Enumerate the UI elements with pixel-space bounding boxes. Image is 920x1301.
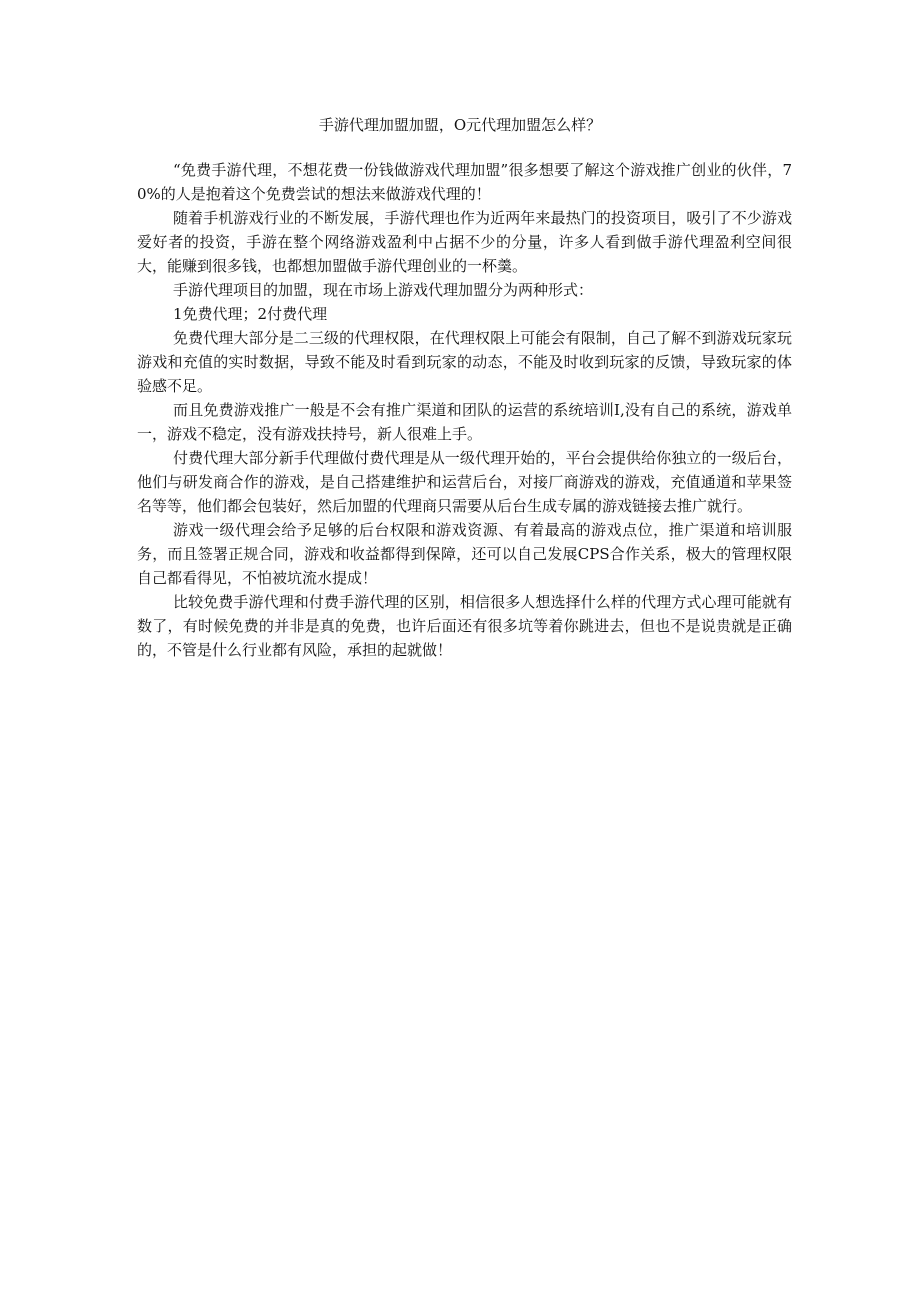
- document-title: 手游代理加盟加盟，O元代理加盟怎么样？: [318, 116, 602, 134]
- paragraph-conclusion: 比较免费手游代理和付费手游代理的区别，相信很多人想选择什么样的代理方式心理可能就有数了，有时候免费的并非是真的免费，也许后面还有很多坑等着你跳进去，但也不是说贵就是正确的，不管是什么行业都有风险，承担的起就做！: [137, 593, 792, 659]
- paragraph-industry: 随着手机游戏行业的不断发展，手游代理也作为近两年来最热门的投资项目，吸引了不少游戏爱好者的投资，手游在整个网络游戏盈利中占据不少的分量，许多人看到做手游代理盈利空间很大，能赚到很多钱，也都想加盟做手游代理创业的一杯羹。: [137, 209, 792, 275]
- document-body: [137, 158, 792, 662]
- paragraph-first-level: 游戏一级代理会给予足够的后台权限和游戏资源、有着最高的游戏点位，推广渠道和培训服务，而且签署正规合同，游戏和收益都得到保障，还可以自己发展CPS合作关系，极大的管理权限自己都看得见，不怕被坑流水提成！: [137, 521, 792, 587]
- paragraph-free-agent: 免费代理大部分是二三级的代理权限，在代理权限上可能会有限制，自己了解不到游戏玩家玩游戏和充值的实时数据，导致不能及时看到玩家的动态，不能及时收到玩家的反馈，导致玩家的体验感不足。: [137, 329, 792, 395]
- paragraph-free-limits: 而且免费游戏推广一般是不会有推广渠道和团队的运营的系统培训I,没有自己的系统，游戏单一，游戏不稳定，没有游戏扶持号，新人很难上手。: [137, 401, 792, 443]
- paragraph-paid-agent: 付费代理大部分新手代理做付费代理是从一级代理开始的，平台会提供给你独立的一级后台，他们与研发商合作的游戏，是自己搭建维护和运营后台，对接厂商游戏的游戏，充值通道和苹果签名等等，他们都会包装好，然后加盟的代理商只需要从后台生成专属的游戏链接去推广就行。: [137, 449, 792, 515]
- paragraph-forms: 手游代理项目的加盟，现在市场上游戏代理加盟分为两种形式：: [173, 281, 594, 299]
- paragraph-types: 1免费代理；2付费代理: [173, 305, 328, 323]
- paragraph-intro: “免费手游代理，不想花费一份钱做游戏代理加盟”很多想要了解这个游戏推广创业的伙伴，70%的人是抱着这个免费尝试的想法来做游戏代理的！: [137, 161, 792, 203]
